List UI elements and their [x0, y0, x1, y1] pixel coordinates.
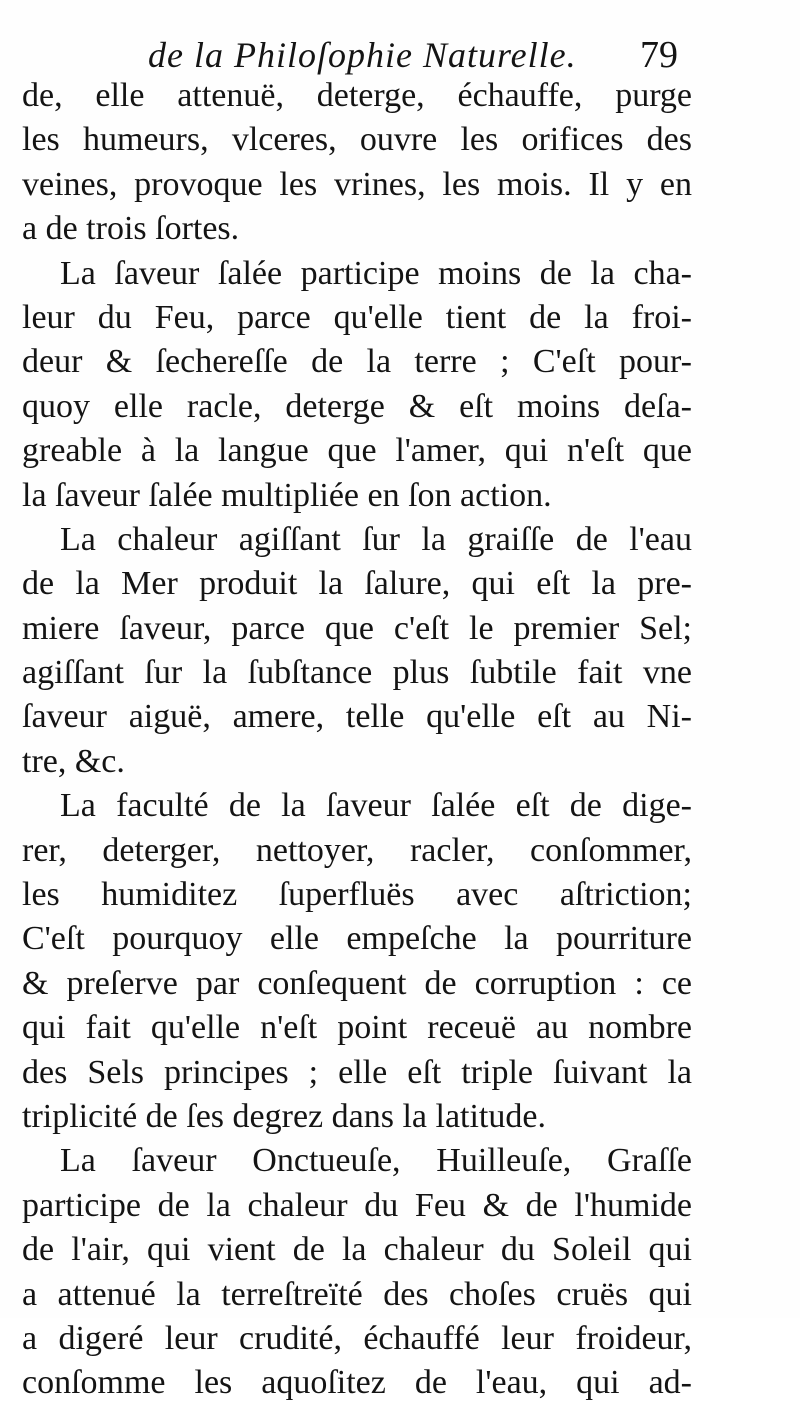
- paragraph-first-line: La ſaveur Onctueuſe, Huilleuſe, Graſſe: [60, 1142, 692, 1180]
- text-line: agiſſant ſur la ſubſtance plus ſubtile fait vne: [22, 654, 692, 692]
- text-line: & preſerve par conſequent de corruption : ce: [22, 964, 692, 1002]
- text-line: la ſaveur ſalée multipliée en ſon action.: [22, 476, 552, 514]
- text-line: deur & ſechereſſe de la terre ; C'eſt pour-: [22, 343, 692, 381]
- paragraph-first-line: La faculté de la ſaveur ſalée eſt de dige-: [60, 787, 692, 825]
- text-line: C'eſt pourquoy elle empeſche la pourriture: [22, 920, 692, 958]
- text-line: de, elle attenuë, deterge, échauffe, purge: [22, 77, 692, 114]
- text-line: de l'air, qui vient de la chaleur du Soleil qui: [22, 1231, 692, 1269]
- text-line: greable à la langue que l'amer, qui n'eſt que: [22, 432, 692, 470]
- text-line: miere ſaveur, parce que c'eſt le premier Sel;: [22, 609, 692, 647]
- text-line: rer, deterger, nettoyer, racler, conſommer,: [22, 831, 692, 869]
- paragraph-first-line: La ſaveur ſalée participe moins de la cha-: [60, 254, 692, 292]
- text-line: a de trois ſortes.: [22, 210, 240, 248]
- body-text: [22, 74, 692, 1406]
- running-title: de la Philoſophie Naturelle.: [148, 35, 577, 75]
- text-line: les humeurs, vlceres, ouvre les orifices des: [22, 121, 692, 159]
- text-line: a attenué la terreſtreïté des choſes cruës qui: [22, 1275, 692, 1313]
- text-line: a digeré leur crudité, échauffé leur froideur,: [22, 1319, 692, 1357]
- text-line: de la Mer produit la ſalure, qui eſt la pre-: [22, 565, 692, 603]
- text-line: tre, &c.: [22, 742, 125, 780]
- text-line: conſomme les aquoſitez de l'eau, qui ad-: [22, 1364, 692, 1402]
- text-line: participe de la chaleur du Feu & de l'humide: [22, 1186, 692, 1224]
- text-line: quoy elle racle, deterge & eſt moins deſa-: [22, 387, 692, 425]
- text-line: leur du Feu, parce qu'elle tient de la froi-: [22, 298, 692, 336]
- text-line: ſaveur aiguë, amere, telle qu'elle eſt au Ni-: [22, 698, 692, 736]
- text-line: les humiditez ſuperfluës avec aſtriction;: [22, 876, 692, 914]
- text-line: triplicité de ſes degrez dans la latitude.: [22, 1097, 546, 1135]
- text-line: veines, provoque les vrines, les mois. Il y en: [22, 165, 692, 203]
- text-line: des Sels principes ; elle eſt triple ſuivant la: [22, 1053, 692, 1091]
- text-line: qui fait qu'elle n'eſt point receuë au nombre: [22, 1009, 692, 1047]
- page-number: 79: [640, 34, 678, 76]
- paragraph-first-line: La chaleur agiſſant ſur la graiſſe de l'eau: [60, 520, 692, 558]
